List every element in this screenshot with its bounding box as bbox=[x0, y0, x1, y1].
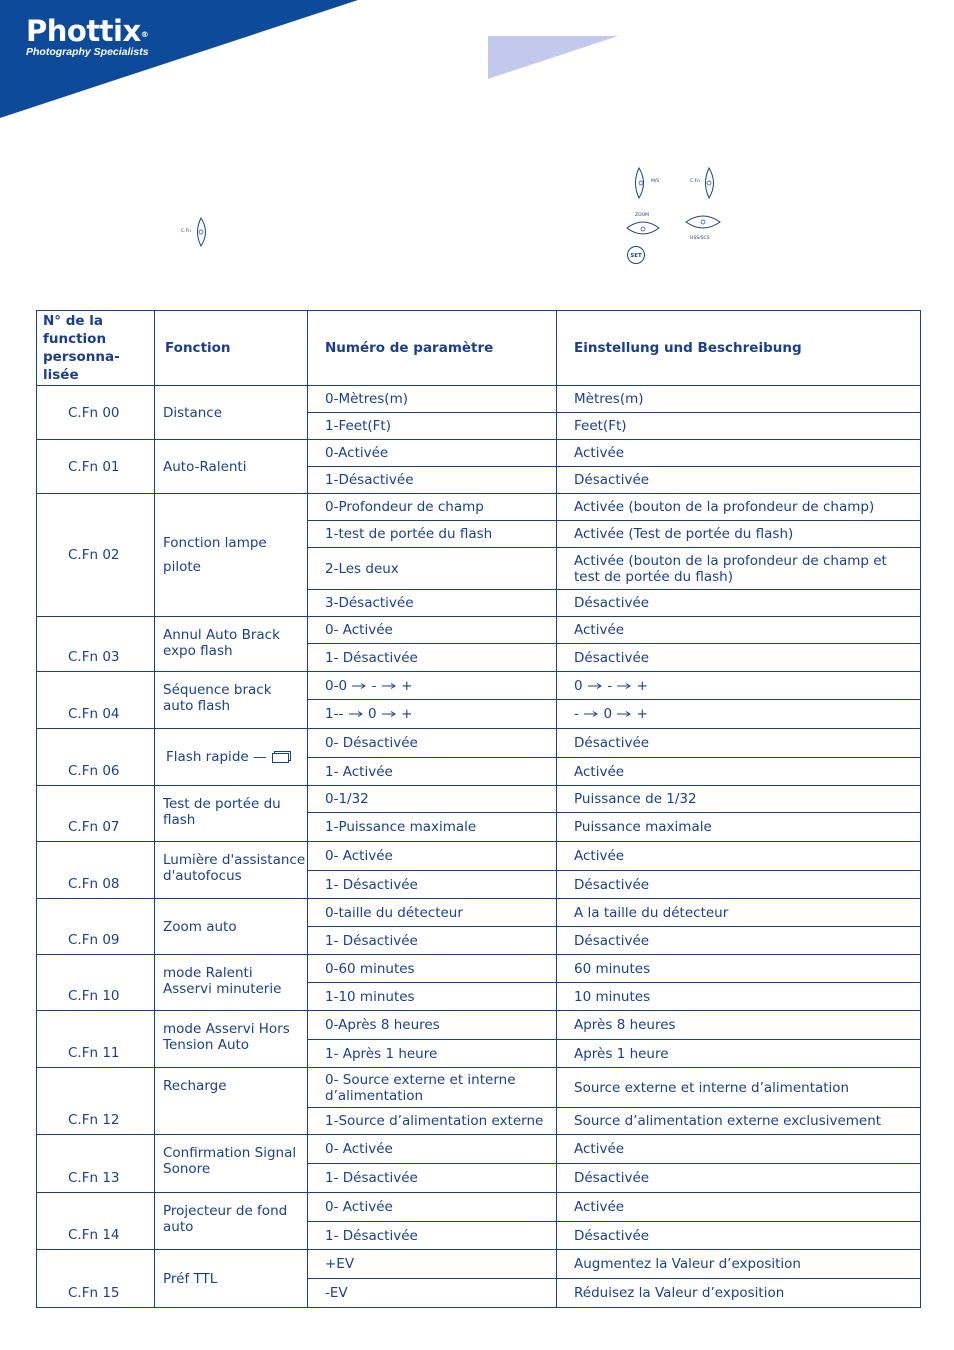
header-function-number bbox=[37, 311, 155, 386]
function-name-text: Flash rapide bbox=[166, 749, 249, 765]
parameter-description: Désactivée bbox=[557, 644, 921, 672]
parameter-value: 1-Source d’alimentation externe bbox=[308, 1108, 557, 1135]
parameter-value: 1- Désactivée bbox=[308, 871, 557, 899]
function-number: C.Fn 06 bbox=[37, 729, 155, 786]
function-name: Distance bbox=[155, 386, 308, 440]
function-number: C.Fn 08 bbox=[37, 842, 155, 899]
function-number: C.Fn 09 bbox=[37, 899, 155, 955]
parameter-value: -EV bbox=[308, 1279, 557, 1308]
parameter-value: 1- Désactivée bbox=[308, 927, 557, 955]
function-name: Préf TTL bbox=[155, 1250, 308, 1308]
continuous-shooting-icon bbox=[272, 750, 294, 764]
table-row bbox=[37, 1068, 921, 1108]
parameter-description: Activée bbox=[557, 1135, 921, 1164]
parameter-value: 1- Désactivée bbox=[308, 644, 557, 672]
parameter-description: Puissance de 1/32 bbox=[557, 786, 921, 813]
function-name-line: d'autofocus bbox=[163, 868, 242, 884]
arrow-right-icon bbox=[616, 710, 632, 718]
parameter-value bbox=[308, 700, 557, 729]
brand-tagline: Photography Specialists bbox=[26, 46, 149, 58]
parameter-value: 2-Les deux bbox=[308, 548, 557, 590]
parameter-description: Après 8 heures bbox=[557, 1011, 921, 1040]
hss-label: HSS/SCS bbox=[690, 236, 710, 241]
parameter-value-line: d’alimentation bbox=[325, 1087, 424, 1104]
header-function: Fonction bbox=[155, 311, 308, 386]
parameter-value: 0-Après 8 heures bbox=[308, 1011, 557, 1040]
function-name bbox=[155, 1193, 308, 1250]
function-number: C.Fn 10 bbox=[37, 955, 155, 1011]
parameter-value: 1-Feet(Ft) bbox=[308, 413, 557, 440]
table-row bbox=[37, 729, 921, 758]
function-name-line: mode Asservi Hors bbox=[163, 1021, 290, 1037]
parameter-value: 0- Activée bbox=[308, 617, 557, 644]
parameter-description: Désactivée bbox=[557, 729, 921, 758]
zoom-button-icon bbox=[624, 210, 662, 240]
table-row bbox=[37, 1011, 921, 1040]
parameter-value: 1- Après 1 heure bbox=[308, 1040, 557, 1068]
parameter-description: Activée bbox=[557, 617, 921, 644]
header-number-line: personna-lisée bbox=[43, 349, 120, 383]
function-number: C.Fn 15 bbox=[37, 1250, 155, 1308]
brand-name: Phottix® bbox=[26, 14, 149, 48]
arrow-right-icon bbox=[351, 682, 367, 690]
parameter-description: Désactivée bbox=[557, 871, 921, 899]
parameter-description: Activée (bouton de la profondeur de champ) bbox=[557, 494, 921, 521]
parameter-description-part: 0 bbox=[574, 677, 583, 694]
cfn-label-right: C.Fn bbox=[690, 179, 701, 184]
function-name-line: Projecteur de fond bbox=[163, 1203, 288, 1219]
page-corner-tab bbox=[488, 36, 620, 80]
function-name bbox=[155, 672, 308, 729]
parameter-description: Activée bbox=[557, 440, 921, 467]
parameter-value: 0- Désactivée bbox=[308, 729, 557, 758]
parameter-value-part: + bbox=[401, 677, 413, 694]
parameter-description-part: + bbox=[636, 706, 648, 722]
parameter-value: 1- Activée bbox=[308, 758, 557, 786]
parameter-value: 0-1/32 bbox=[308, 786, 557, 813]
parameter-description-part: + bbox=[636, 677, 648, 694]
function-name bbox=[155, 955, 308, 1011]
parameter-value: 1-Désactivée bbox=[308, 467, 557, 494]
brand-logo bbox=[26, 14, 149, 58]
function-name-line: Lumière d'assistance bbox=[163, 852, 306, 868]
function-name bbox=[155, 1011, 308, 1068]
parameter-value: 0- Activée bbox=[308, 1193, 557, 1222]
parameter-description: Source d’alimentation externe exclusivement bbox=[557, 1108, 921, 1135]
custom-function-table bbox=[36, 310, 921, 1308]
table-row bbox=[37, 899, 921, 927]
function-name: Auto-Ralenti bbox=[155, 440, 308, 494]
table-row bbox=[37, 955, 921, 983]
function-number: C.Fn 04 bbox=[37, 672, 155, 729]
header-number-line: function bbox=[43, 331, 107, 347]
arrow-right-icon bbox=[348, 710, 364, 718]
parameter-value: 1- Désactivée bbox=[308, 1164, 557, 1193]
function-number: C.Fn 12 bbox=[37, 1068, 155, 1135]
parameter-value-line: 0- Source externe et interne bbox=[325, 1071, 516, 1088]
parameter-description: Mètres(m) bbox=[557, 386, 921, 413]
table-row bbox=[37, 494, 921, 521]
table-row bbox=[37, 786, 921, 813]
function-name: Recharge bbox=[155, 1068, 308, 1135]
parameter-value: 3-Désactivée bbox=[308, 590, 557, 617]
parameter-description: 60 minutes bbox=[557, 955, 921, 983]
parameter-description: Feet(Ft) bbox=[557, 413, 921, 440]
parameter-value-part: 1-- bbox=[325, 706, 344, 722]
function-name bbox=[155, 494, 308, 617]
function-name bbox=[155, 786, 308, 842]
function-name-line: Annul Auto Brack bbox=[163, 627, 280, 643]
parameter-description-part: - bbox=[607, 677, 613, 694]
ms-label: M/S bbox=[651, 179, 660, 184]
function-name bbox=[155, 842, 308, 899]
parameter-value: 0-Mètres(m) bbox=[308, 386, 557, 413]
parameter-description-part: 0 bbox=[603, 706, 613, 722]
function-name-line: mode Ralenti bbox=[163, 965, 253, 981]
function-name: Zoom auto bbox=[155, 899, 308, 955]
function-number: C.Fn 07 bbox=[37, 786, 155, 842]
set-label: SET bbox=[630, 253, 642, 259]
parameter-description: Activée bbox=[557, 842, 921, 871]
parameter-value: 1- Désactivée bbox=[308, 1222, 557, 1250]
function-number: C.Fn 00 bbox=[37, 386, 155, 440]
hss-scs-button-icon bbox=[682, 210, 724, 242]
function-name bbox=[155, 729, 308, 786]
function-number: C.Fn 14 bbox=[37, 1193, 155, 1250]
zoom-label: ZOOM bbox=[635, 213, 650, 218]
parameter-description: Désactivée bbox=[557, 1222, 921, 1250]
function-name-line: Sonore bbox=[163, 1161, 211, 1177]
parameter-description: Activée (Test de portée du flash) bbox=[557, 521, 921, 548]
function-number: C.Fn 11 bbox=[37, 1011, 155, 1068]
parameter-value: 0-Activée bbox=[308, 440, 557, 467]
parameter-description: Activée bbox=[557, 1193, 921, 1222]
parameter-value: 0-taille du détecteur bbox=[308, 899, 557, 927]
parameter-description: Augmentez la Valeur d’exposition bbox=[557, 1250, 921, 1279]
function-name bbox=[155, 1135, 308, 1193]
parameter-value: 1-test de portée du flash bbox=[308, 521, 557, 548]
table-header-row bbox=[37, 311, 921, 386]
parameter-description bbox=[557, 700, 921, 729]
table-row bbox=[37, 617, 921, 644]
parameter-value bbox=[308, 672, 557, 700]
arrow-right-icon bbox=[381, 682, 397, 690]
table-row bbox=[37, 842, 921, 871]
function-name-line: Asservi minuterie bbox=[163, 981, 282, 997]
parameter-description: Désactivée bbox=[557, 1164, 921, 1193]
parameter-description: 10 minutes bbox=[557, 983, 921, 1011]
parameter-value bbox=[308, 1068, 557, 1108]
header-number-line: N° de la bbox=[43, 313, 104, 329]
parameter-description: Activée bbox=[557, 758, 921, 786]
function-name-dash: — bbox=[252, 749, 267, 765]
function-number: C.Fn 03 bbox=[37, 617, 155, 672]
arrow-right-icon bbox=[381, 710, 397, 718]
parameter-description: A la taille du détecteur bbox=[557, 899, 921, 927]
function-number: C.Fn 02 bbox=[37, 494, 155, 617]
function-name-line: Tension Auto bbox=[163, 1037, 250, 1053]
parameter-value-part: - bbox=[371, 677, 377, 694]
function-name-line: pilote bbox=[163, 559, 201, 575]
arrow-right-icon bbox=[616, 682, 632, 690]
table-row bbox=[37, 672, 921, 700]
parameter-value: 0-60 minutes bbox=[308, 955, 557, 983]
parameter-value: 1-Puissance maximale bbox=[308, 813, 557, 842]
parameter-description: Désactivée bbox=[557, 590, 921, 617]
cfn-dial-button-icon bbox=[180, 216, 214, 248]
function-name bbox=[155, 617, 308, 672]
function-name-line: Test de portée du bbox=[163, 796, 281, 812]
parameter-description: Réduisez la Valeur d’exposition bbox=[557, 1279, 921, 1308]
parameter-description: Puissance maximale bbox=[557, 813, 921, 842]
table-row bbox=[37, 440, 921, 467]
table-row bbox=[37, 1250, 921, 1279]
header-description: Einstellung und Beschreibung bbox=[557, 311, 921, 386]
function-name-line: auto bbox=[163, 1219, 194, 1235]
header-parameter: Numéro de paramètre bbox=[308, 311, 557, 386]
parameter-description-line: Activée (bouton de la profondeur de champ et bbox=[574, 552, 887, 569]
arrow-right-icon bbox=[587, 682, 603, 690]
parameter-value: 0- Activée bbox=[308, 1135, 557, 1164]
function-name-line: Confirmation Signal bbox=[163, 1145, 297, 1161]
parameter-value-part: + bbox=[401, 706, 413, 722]
cfn-button-icon bbox=[688, 166, 728, 200]
parameter-description: Après 1 heure bbox=[557, 1040, 921, 1068]
table-row bbox=[37, 1193, 921, 1222]
arrow-right-icon bbox=[583, 710, 599, 718]
parameter-value-part: 0-0 bbox=[325, 677, 348, 694]
parameter-description: Désactivée bbox=[557, 927, 921, 955]
parameter-value: 0-Profondeur de champ bbox=[308, 494, 557, 521]
registered-mark: ® bbox=[140, 30, 149, 39]
parameter-value: 0- Activée bbox=[308, 842, 557, 871]
parameter-value-part: 0 bbox=[367, 706, 377, 722]
table-row bbox=[37, 1135, 921, 1164]
parameter-value: +EV bbox=[308, 1250, 557, 1279]
function-name-line: expo flash bbox=[163, 643, 233, 659]
parameter-description: Source externe et interne d’alimentation bbox=[557, 1068, 921, 1108]
set-button-icon bbox=[626, 245, 646, 265]
function-name-line: flash bbox=[163, 812, 196, 828]
parameter-description-line: test de portée du flash) bbox=[574, 568, 734, 585]
parameter-value: 1-10 minutes bbox=[308, 983, 557, 1011]
function-name-line: auto flash bbox=[163, 698, 231, 714]
parameter-description bbox=[557, 548, 921, 590]
function-number: C.Fn 01 bbox=[37, 440, 155, 494]
cfn-label: C.Fn bbox=[181, 229, 192, 234]
function-number: C.Fn 13 bbox=[37, 1135, 155, 1193]
table-row bbox=[37, 386, 921, 413]
function-name-line: Fonction lampe bbox=[163, 535, 267, 551]
function-name-line: Séquence brack bbox=[163, 682, 272, 698]
parameter-description bbox=[557, 672, 921, 700]
mode-ms-button-icon bbox=[626, 166, 666, 200]
parameter-description-part: - bbox=[574, 706, 579, 722]
parameter-description: Désactivée bbox=[557, 467, 921, 494]
